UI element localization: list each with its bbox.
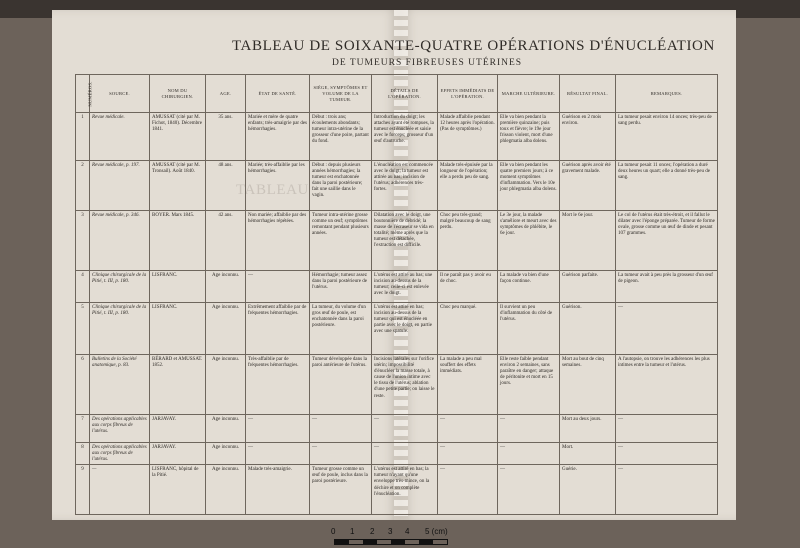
cell-numero: 1: [76, 113, 90, 161]
cell-age: 35 ans.: [206, 113, 246, 161]
scale-tick-label: 4: [405, 527, 410, 536]
cell-etat: Extrêmement affaiblie par de fréquentes hémorrhagies.: [246, 303, 310, 355]
cell-source: Revue médicale, p. 346.: [90, 211, 150, 271]
cell-remarques: A l'autopsie, on trouve les adhérences les plus intimes entre la tumeur et l'utérus.: [616, 355, 718, 415]
header-marche: MARCHE ULTÉRIEURE.: [498, 75, 560, 113]
cell-siege: La tumeur, du volume d'un gros œuf de poule, est enchatonnée dans la paroi postérieure.: [310, 303, 372, 355]
cell-siege: Tumeur intra-utérine grosse comme un œuf; symptômes remontant pendant plusieurs années.: [310, 211, 372, 271]
cell-source: Clinique chirurgicale de la Pitié, t. III, p. 180.: [90, 303, 150, 355]
cell-numero: 4: [76, 271, 90, 303]
cell-source: Bulletins de la Société anatomique, p. 83.: [90, 355, 150, 415]
table-row: [76, 211, 718, 271]
cell-remarques: La tumeur pesait environ 14 onces; très-peu de sang perdu.: [616, 113, 718, 161]
cell-siege: Tumeur développée dans la paroi antérieure de l'utérus.: [310, 355, 372, 415]
cell-remarques: —: [616, 443, 718, 465]
cell-source: —: [90, 465, 150, 515]
measurement-scale: [326, 527, 466, 548]
cell-chirurgien: JARJAVAY.: [150, 443, 206, 465]
header-chirurgien: NOM DU CHIRURGIEN.: [150, 75, 206, 113]
cell-etat: —: [246, 415, 310, 443]
cell-marche: Elle va bien pendant les quatre premiers jours; à ce moment symptômes d'inflammation. Vers le 10e jour phlegmatia alba dolens.: [498, 161, 560, 211]
cell-resultat: Guérison parfaite.: [560, 271, 616, 303]
scale-segment: [419, 540, 433, 544]
cell-chirurgien: LISFRANC.: [150, 303, 206, 355]
cell-age: 48 ans.: [206, 161, 246, 211]
header-resultat: RÉSULTAT FINAL.: [560, 75, 616, 113]
scale-tick-label: 5 (cm): [425, 527, 448, 536]
header-siege: SIÈGE, SYMPTÔMES ET VOLUME DE LA TUMEUR.: [310, 75, 372, 113]
cell-etat: —: [246, 443, 310, 465]
cell-effets: Choc peu marqué.: [438, 303, 498, 355]
cell-remarques: —: [616, 415, 718, 443]
cell-age: Age inconnu.: [206, 303, 246, 355]
header-etat: ÉTAT DE SANTÉ.: [246, 75, 310, 113]
cell-source: Clinique chirurgicale de la Pitié, t. III, p. 180.: [90, 271, 150, 303]
cell-siege: Hémorrhagie; tumeur assez dans la paroi postérieure de l'utérus.: [310, 271, 372, 303]
cell-details: Incisions latérales sur l'orifice utérin; impossibilité d'énucléer la masse totale, à cause de l'union intime avec le tissu de l'utérus; ablation d'une petite partie; on laisse le reste.: [372, 355, 438, 415]
cell-marche: Elle va bien pendant la première quinzaine; puis toux et fièvre; le 19e jour frisson violent, mort d'une phlegmatia alba dolens.: [498, 113, 560, 161]
header-effets: EFFETS IMMÉDIATS DE L'OPÉRATION.: [438, 75, 498, 113]
cell-etat: Mariée et mère de quatre enfants; très-amaigrie par des hémorrhagies.: [246, 113, 310, 161]
table-row: [76, 443, 718, 465]
cell-chirurgien: AMUSSAT (cité par M. Tronsail). Août 1840.: [150, 161, 206, 211]
cell-effets: La malade a peu mal souffert des effets immédiats.: [438, 355, 498, 415]
cell-resultat: Guérison après avoir été gravement malade.: [560, 161, 616, 211]
table-row: [76, 465, 718, 515]
cell-chirurgien: LISFRANC, hôpital de la Pitié.: [150, 465, 206, 515]
cell-etat: Mariée; très-affaiblie par les hémorrhagies.: [246, 161, 310, 211]
table-row: [76, 303, 718, 355]
cell-numero: 3: [76, 211, 90, 271]
cell-age: Age inconnu.: [206, 271, 246, 303]
header-source: SOURCE.: [90, 75, 150, 113]
header-age: AGE.: [206, 75, 246, 113]
table-row: [76, 271, 718, 303]
cell-remarques: —: [616, 303, 718, 355]
scale-segment: [391, 540, 405, 544]
cell-source: Revue médicale, p. 197.: [90, 161, 150, 211]
cell-details: —: [372, 443, 438, 465]
cell-marche: —: [498, 465, 560, 515]
cell-numero: 6: [76, 355, 90, 415]
cell-siege: Tumeur grosse comme un œuf de poule, inclus dans la paroi postérieure.: [310, 465, 372, 515]
cell-source: Des opérations applicables aux corps fibreux de l'utérus.: [90, 415, 150, 443]
page-subtitle: DE TUMEURS FIBREUSES UTÉRINES: [332, 58, 523, 68]
cell-effets: —: [438, 443, 498, 465]
cell-siege: Début : depuis plusieurs années hémorrhagies; la tumeur est enchatonnée dans la paroi postérieure; fait une saillie dans le vagin.: [310, 161, 372, 211]
cell-age: Age inconnu.: [206, 465, 246, 515]
cell-age: Age inconnu.: [206, 443, 246, 465]
cell-numero: 9: [76, 465, 90, 515]
scale-segment: [335, 540, 349, 544]
cell-siege: Début : trois ans; écoulements abondants; tumeur intra-utérine de la grosseur d'une poire, partant du fond.: [310, 113, 372, 161]
cell-details: L'utérus est attiré en bas; la tumeur n'ayant qu'une enveloppe très-mince, on la déchire et on complète l'énucléation.: [372, 465, 438, 515]
cell-age: 42 ans.: [206, 211, 246, 271]
cell-age: Age inconnu.: [206, 355, 246, 415]
cell-marche: Elle reste faible pendant environ 2 semaines, sans paraître en danger; attaque de péritonite et mort en 15 jours.: [498, 355, 560, 415]
cell-age: Age inconnu.: [206, 415, 246, 443]
header-remarques: REMARQUES.: [616, 75, 718, 113]
scale-tick-label: 3: [388, 527, 393, 536]
cell-etat: Non mariée; affaiblie par des hémorrhagies répétées.: [246, 211, 310, 271]
cell-details: Introduction du doigt; les attaches ayant été rompues, la tumeur est énucléée et saisie avec le forceps; grosseur d'un œuf d'autruche.: [372, 113, 438, 161]
table-row: [76, 161, 718, 211]
cell-resultat: Guérie.: [560, 465, 616, 515]
cell-marche: —: [498, 415, 560, 443]
cell-resultat: Guérison.: [560, 303, 616, 355]
cell-chirurgien: BOYER. Mars 1845.: [150, 211, 206, 271]
cell-remarques: Le col de l'utérus était très-étroit, et il fallut le dilater avec l'éponge préparée. Tumeur de forme ovale, grosse comme un œuf de dinde et pesant 107 grammes.: [616, 211, 718, 271]
cell-numero: 7: [76, 415, 90, 443]
bleed-through-text: TABLEAU: [236, 182, 309, 198]
operations-table: [75, 74, 718, 515]
cell-siege: —: [310, 443, 372, 465]
cell-etat: Malade très-amaigrie.: [246, 465, 310, 515]
cell-effets: Choc peu très-grand; malgré beaucoup de sang perdu.: [438, 211, 498, 271]
cell-resultat: Guérison en 2 mois environ.: [560, 113, 616, 161]
cell-siege: —: [310, 415, 372, 443]
page-title: TABLEAU DE SOIXANTE-QUATRE OPÉRATIONS D'ÉNUCLÉATION: [232, 38, 715, 54]
header-details: DÉTAILS DE L'OPÉRATION.: [372, 75, 438, 113]
cell-source: Revue médicale.: [90, 113, 150, 161]
cell-effets: —: [438, 415, 498, 443]
cell-remarques: La tumeur avait à peu près la grosseur d'un œuf de pigeon.: [616, 271, 718, 303]
cell-etat: Très-affaiblie par de fréquentes hémorrhagies.: [246, 355, 310, 415]
scale-tick-label: 1: [350, 527, 355, 536]
cell-marche: Le 3e jour, la malade s'améliore et meurt avec des symptômes de phlébite, le 6e jour.: [498, 211, 560, 271]
cell-details: L'utérus est attiré au bas; une incision au-dessus de la tumeur; celle-ci est enlevée avec le doigt.: [372, 271, 438, 303]
cell-resultat: Mort le 6e jour.: [560, 211, 616, 271]
cell-numero: 5: [76, 303, 90, 355]
cell-chirurgien: JARJAVAY.: [150, 415, 206, 443]
cell-numero: 2: [76, 161, 90, 211]
cell-remarques: —: [616, 465, 718, 515]
cell-details: Dilatation avec le doigt, une boutonnière de débridé; la masse de l'écraseur se vida en totalité; même après que la tumeur est détachée, l'extraction est difficile.: [372, 211, 438, 271]
cell-remarques: La tumeur pesait 11 onces; l'opération a duré deux heures un quart; elle a donné très-peu de sang.: [616, 161, 718, 211]
cell-chirurgien: LISFRANC.: [150, 271, 206, 303]
scale-segment: [363, 540, 377, 544]
scale-tick-label: 2: [370, 527, 375, 536]
cell-etat: —: [246, 271, 310, 303]
cell-marche: —: [498, 443, 560, 465]
cell-resultat: Mort.: [560, 443, 616, 465]
scale-bar: [334, 539, 448, 545]
cell-effets: Malade affaiblie pendant 12 heures après l'opération. (Pas de symptômes.): [438, 113, 498, 161]
cell-resultat: Mort au deux jours.: [560, 415, 616, 443]
cell-source: Des opérations applicables aux corps fibreux de l'utérus.: [90, 443, 150, 465]
cell-effets: Il ne paraît pas y avoir eu de choc.: [438, 271, 498, 303]
cell-resultat: Mort au bout de cinq semaines.: [560, 355, 616, 415]
cell-numero: 8: [76, 443, 90, 465]
scale-tick-label: 0: [331, 527, 336, 536]
table-row: [76, 113, 718, 161]
table-row: [76, 415, 718, 443]
cell-chirurgien: AMUSSAT (cité par M. Fichot, 1840). Décembre 1841.: [150, 113, 206, 161]
cell-effets: —: [438, 465, 498, 515]
cell-chirurgien: BÉRARD et AMUSSAT. 1852.: [150, 355, 206, 415]
table-row: [76, 355, 718, 415]
table-header-row: [76, 75, 718, 113]
cell-details: —: [372, 415, 438, 443]
table-body: [76, 113, 718, 515]
cell-marche: La malade va bien d'une façon continue.: [498, 271, 560, 303]
cell-details: L'énucléation est commencée avec le doigt; la tumeur est attirée au bas; incision de l'utérus; adhérences très-fortes.: [372, 161, 438, 211]
cell-details: L'utérus est attiré en bas; incision au-dessus de la tumeur qui est énucléée en partie avec le doigt, en partie avec une spatule.: [372, 303, 438, 355]
cell-effets: Malade très-épuisée par la longueur de l'opération; elle a perdu peu de sang.: [438, 161, 498, 211]
header-numeros: NUMÉROS.: [76, 75, 90, 113]
cell-marche: Il survient un peu d'inflammation du côté de l'utérus.: [498, 303, 560, 355]
